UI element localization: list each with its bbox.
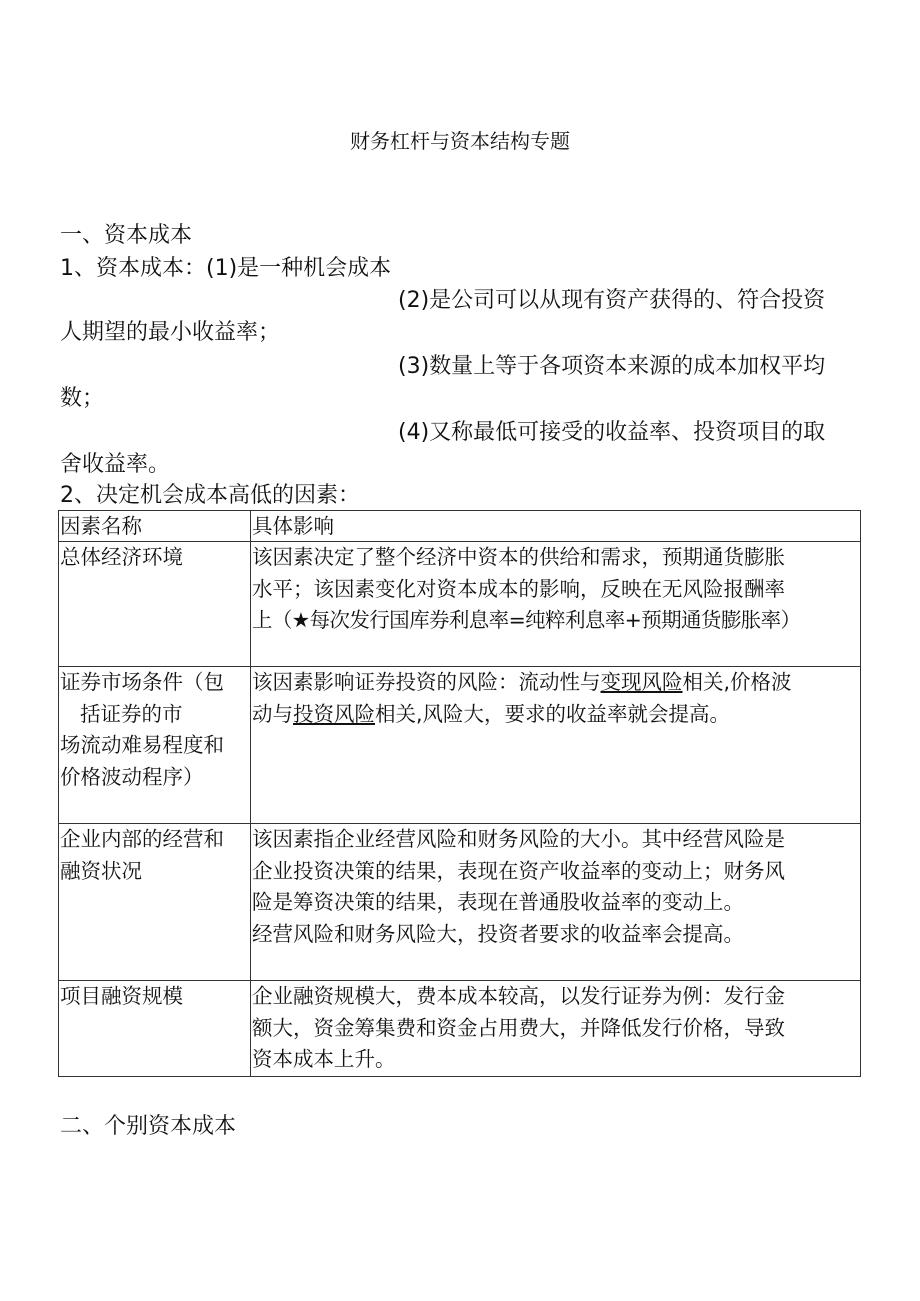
- factor-impact-cell: [251, 981, 861, 1077]
- point-2-continuation: 人期望的最小收益率；: [60, 320, 281, 345]
- header-factor-name: 因素名称: [59, 511, 251, 542]
- table-header-row: [59, 511, 861, 542]
- point-4-text: 又称最低可接受的收益率、投资项目的取: [429, 420, 826, 445]
- underlined-term-liquidity-risk: 变现风险: [600, 670, 683, 694]
- item-2-line: 2、决定机会成本高低的因素：: [60, 483, 360, 508]
- factor-name-line: 价格波动程序）: [60, 764, 204, 789]
- impact-line: 上（★每次发行国库券利息率=纯粹利息率+预期通货膨胀率）: [252, 608, 801, 632]
- impact-line: 该因素决定了整个经济中资本的供给和需求，预期通货膨胀: [252, 545, 785, 569]
- impact-text: 相关,风险大，要求的收益率就会提高。: [375, 701, 731, 726]
- section-heading-1: 一、资本成本: [60, 223, 193, 248]
- point-3-num: (3): [398, 354, 430, 379]
- point-2-line: [398, 286, 825, 316]
- point-4-num: (4): [398, 420, 430, 445]
- section-heading-2: 二、个别资本成本: [60, 1114, 237, 1139]
- point-3-line: [398, 352, 825, 382]
- factor-impact-cell: [251, 667, 861, 824]
- factor-name-line: 企业内部的经营和: [60, 827, 224, 851]
- item-1-prefix: 1、资本成本：: [60, 256, 206, 281]
- impact-line: 水平；该因素变化对资本成本的影响，反映在无风险报酬率: [252, 576, 785, 601]
- point-3-continuation: 数；: [60, 386, 105, 411]
- impact-line: 该因素指企业经营风险和财务风险的大小。其中经营风险是: [252, 827, 785, 851]
- factor-name-cell: 总体经济环境: [59, 542, 251, 667]
- point-1-num: (1): [206, 256, 238, 281]
- impact-text: 该因素影响证券投资的风险：流动性与: [252, 670, 601, 694]
- item-1-line: [60, 254, 391, 284]
- table-row: [59, 981, 861, 1077]
- point-2-text: 是公司可以从现有资产获得的、符合投资: [429, 288, 826, 313]
- point-4-continuation: 舍收益率。: [60, 452, 171, 477]
- point-2-num: (2): [398, 288, 430, 313]
- impact-line: 企业投资决策的结果，表现在资产收益率的变动上；财务风: [252, 858, 785, 883]
- factor-name-cell: [59, 824, 251, 981]
- impact-line: [252, 667, 860, 699]
- impact-line: 企业融资规模大，费本成本较高，以发行证券为例：发行金: [252, 984, 785, 1008]
- point-3-text: 数量上等于各项资本来源的成本加权平均: [429, 354, 826, 379]
- impact-line: 额大，资金筹集费和资金占用费大，并降低发行价格，导致: [252, 1015, 785, 1040]
- table-row: [59, 667, 861, 824]
- factor-name-line: 括证券的市: [80, 701, 183, 726]
- factor-name-line: 场流动难易程度和: [60, 733, 224, 757]
- table-row: [59, 824, 861, 981]
- factor-impact-cell: [251, 542, 861, 667]
- impact-text: 相关,价格波: [682, 670, 792, 694]
- impact-text: 动与: [252, 701, 293, 726]
- factor-impact-cell: [251, 824, 861, 981]
- point-4-line: [398, 418, 825, 448]
- factor-name-line: 融资状况: [60, 858, 142, 883]
- impact-line: [252, 699, 860, 731]
- point-1-text: 是一种机会成本: [237, 256, 392, 281]
- table-row: [59, 542, 861, 667]
- factor-name-line: 证券市场条件（包: [60, 670, 224, 694]
- underlined-term-investment-risk: 投资风险: [293, 701, 375, 726]
- factor-name-cell: 项目融资规模: [59, 981, 251, 1077]
- factor-table: [58, 510, 861, 1077]
- impact-line: 资本成本上升。: [252, 1047, 396, 1071]
- impact-line: 险是筹资决策的结果，表现在普通股收益率的变动上。: [252, 890, 744, 914]
- document-title: 财务杠杆与资本结构专题: [350, 129, 570, 153]
- impact-line: 经营风险和财务风险大，投资者要求的收益率会提高。: [252, 921, 744, 946]
- header-specific-impact: 具体影响: [251, 511, 861, 542]
- factor-name-cell: [59, 667, 251, 824]
